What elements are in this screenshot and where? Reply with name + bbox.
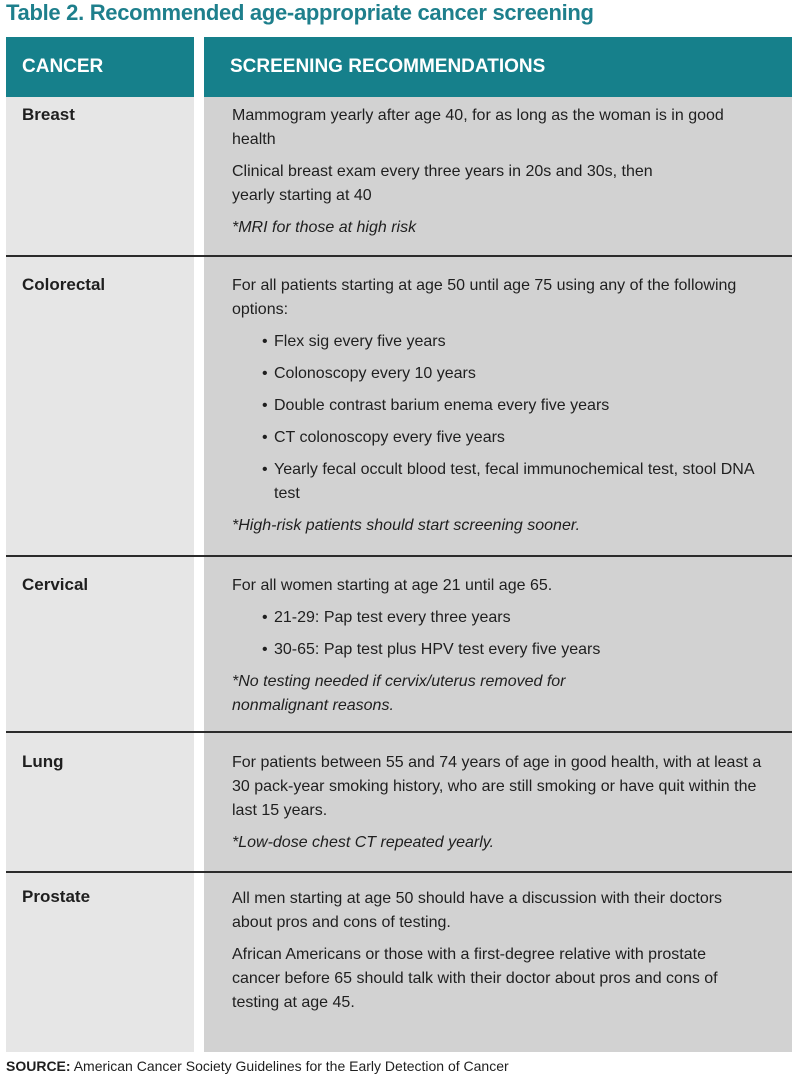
recommendation-text: For all patients starting at age 50 until age 75 using any of the following options: [232, 277, 737, 318]
source-label: SOURCE: [6, 1058, 71, 1074]
recommendations-breast [232, 104, 792, 240]
recommendation-bullet: • 21-29: Pap test every three years [262, 606, 792, 630]
recommendation-bullet: • Flex sig every five years [262, 330, 792, 354]
recommendation-text: For all women starting at age 21 until age 65. [232, 577, 553, 594]
recommendation-bullet: • CT colonoscopy every five years [262, 426, 792, 450]
recommendation-text: All men starting at age 50 should have a discussion with their doctors about pros and cons of testing. [232, 890, 723, 931]
recommendations-colorectal [232, 274, 792, 538]
recommendation-bullet: • Double contrast barium enema every five years [262, 394, 792, 418]
recommendation-note: *No testing needed if cervix/uterus removed for nonmalignant reasons. [232, 673, 566, 714]
recommendation-text: African Americans or those with a first-degree relative with prostate cancer before 65 should talk with their doctor about pros and cons of testing at age 45. [232, 946, 718, 1011]
cancer-name-breast: Breast [22, 105, 75, 124]
cancer-name-cervical: Cervical [22, 575, 89, 594]
recommendations-lung [232, 751, 792, 855]
header-recommendations: SCREENING RECOMMENDATIONS [204, 37, 792, 97]
recommendation-bullet: • 30-65: Pap test plus HPV test every five years [262, 638, 792, 662]
row-divider [6, 555, 792, 557]
screening-table [6, 37, 792, 1052]
row-divider [6, 255, 792, 257]
cancer-name-colorectal: Colorectal [22, 275, 106, 294]
recommendation-text: For patients between 55 and 74 years of age in good health, with at least a 30 pack-year smoking history, who are still smoking or have quit within the last 15 years. [232, 754, 762, 819]
recommendation-note: *High-risk patients should start screening sooner. [232, 517, 581, 534]
source-citation [6, 1058, 509, 1074]
recommendation-note: *Low-dose chest CT repeated yearly. [232, 834, 495, 851]
recommendation-text: Mammogram yearly after age 40, for as long as the woman is in good health [232, 107, 724, 148]
cancer-name-prostate: Prostate [22, 887, 91, 906]
recommendation-bullet: • Yearly fecal occult blood test, fecal immunochemical test, stool DNA test [262, 458, 764, 506]
source-text: American Cancer Society Guidelines for the Early Detection of Cancer [73, 1058, 509, 1074]
row-divider [6, 731, 792, 733]
recommendation-note: *MRI for those at high risk [232, 219, 417, 236]
table-title: Table 2. Recommended age-appropriate cancer screening [6, 0, 594, 25]
header-cancer: CANCER [6, 37, 194, 97]
recommendation-bullet: • Colonoscopy every 10 years [262, 362, 792, 386]
recommendations-prostate [232, 887, 792, 1023]
recommendation-text: Clinical breast exam every three years in 20s and 30s, then yearly starting at 40 [232, 163, 653, 204]
row-divider [6, 871, 792, 873]
cancer-name-lung: Lung [22, 752, 64, 771]
recommendations-cervical [232, 574, 792, 718]
